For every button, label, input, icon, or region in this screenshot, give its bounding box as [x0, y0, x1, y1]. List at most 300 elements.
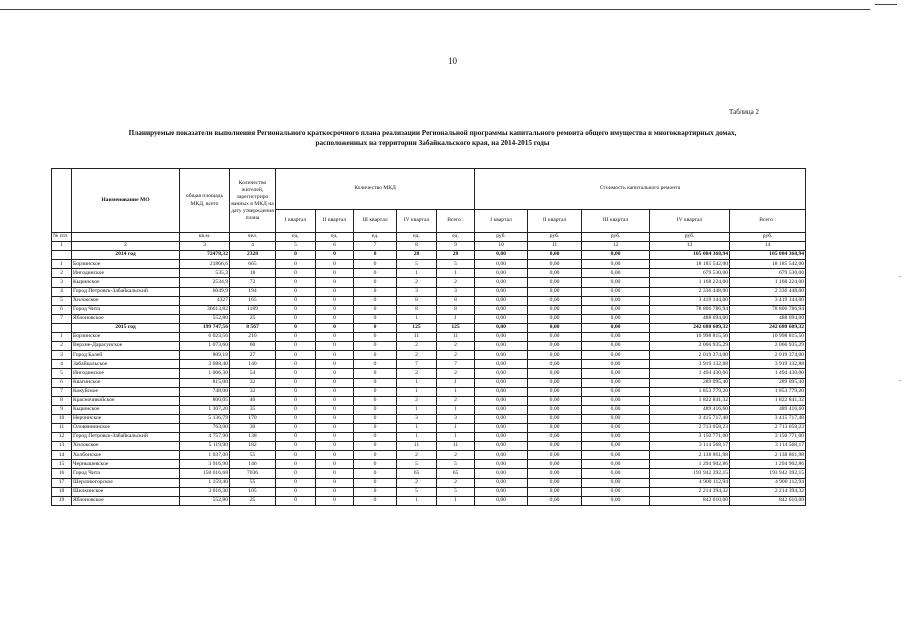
table-cell: 165 — [230, 296, 276, 305]
table-cell: 0,00 — [475, 351, 528, 360]
table-cell: 0,00 — [582, 414, 650, 423]
table-cell: 0,00 — [475, 269, 528, 278]
table-cell: Забайкальское — [72, 360, 180, 369]
table-cell: 0,00 — [582, 469, 650, 478]
table-cell: 815,00 — [180, 378, 230, 387]
header-cost-q1: I квартал — [475, 210, 528, 233]
table-cell: 2 — [437, 278, 475, 287]
table-cell: 0 — [316, 278, 354, 287]
table-cell: 0 — [316, 414, 354, 423]
group-summary-cell: 0 — [316, 323, 354, 332]
table-cell: 19 — [52, 496, 72, 505]
group-summary-row — [52, 323, 806, 332]
table-cell: 0,00 — [528, 305, 582, 314]
table-cell: 2 — [437, 351, 475, 360]
table-cell: 0 — [354, 460, 397, 469]
table-cell: 2 713 058,23 — [730, 423, 806, 432]
table-cell: 0 — [316, 369, 354, 378]
header-total: Всего : — [437, 210, 475, 233]
table-cell: 0 — [316, 260, 354, 269]
table-cell: 2 — [437, 478, 475, 487]
table-cell: 0 — [276, 287, 316, 296]
table-cell: 7 — [397, 360, 437, 369]
table-cell: 0,00 — [475, 369, 528, 378]
table-cell: 0,00 — [582, 296, 650, 305]
group-num-cell — [52, 323, 72, 332]
table-cell: Город Чита — [72, 305, 180, 314]
table-cell: 10 998 815,50 — [650, 333, 730, 342]
table-cell: 6 023,56 — [180, 333, 230, 342]
table-cell: 0 — [354, 451, 397, 460]
table-cell: 0,00 — [475, 423, 528, 432]
table-cell: 11 — [397, 442, 437, 451]
column-number: 6 — [316, 242, 354, 251]
table-cell: 0,00 — [475, 387, 528, 396]
column-number: 4 — [230, 242, 276, 251]
table-cell: 0 — [276, 269, 316, 278]
table-cell: 0,00 — [475, 451, 528, 460]
group-summary-cell: 105 084 368,94 — [650, 251, 730, 260]
table-cell: 0 — [354, 296, 397, 305]
table-cell: 0,00 — [528, 478, 582, 487]
table-cell: 0 — [354, 387, 397, 396]
table-cell: 0 — [316, 296, 354, 305]
table-cell: 0,00 — [475, 487, 528, 496]
table-cell: 0 — [316, 496, 354, 505]
table-cell: 0,00 — [582, 333, 650, 342]
table-cell: 4 757,90 — [180, 433, 230, 442]
unit-rub: руб. — [475, 233, 528, 242]
unit-rub: руб. — [528, 233, 582, 242]
table-cell: 0,00 — [528, 314, 582, 323]
table-row — [52, 360, 806, 369]
table-cell: 0 — [316, 387, 354, 396]
header-num — [52, 169, 72, 233]
table-cell: 65 — [437, 469, 475, 478]
table-cell: 21866,6 — [180, 260, 230, 269]
table-cell: 0 — [276, 360, 316, 369]
table-cell: 0,00 — [475, 296, 528, 305]
table-cell: 8 — [437, 305, 475, 314]
table-cell: 0,00 — [528, 351, 582, 360]
table-cell: 0 — [354, 496, 397, 505]
table-cell: 2 — [437, 369, 475, 378]
table-cell: 3 150 771,00 — [730, 433, 806, 442]
table-cell: 1 853 779,20 — [650, 387, 730, 396]
table-cell: 552,80 — [180, 314, 230, 323]
table-label: Таблица 2 — [729, 108, 759, 116]
header-cost-total: Всего : — [730, 210, 806, 233]
table-cell: 2 214 394,32 — [730, 487, 806, 496]
table-cell: 3 088,40 — [180, 360, 230, 369]
table-cell: 0 — [354, 423, 397, 432]
table-cell: 0,00 — [475, 442, 528, 451]
table-cell: Холбонское — [72, 451, 180, 460]
table-cell: 30 — [230, 423, 276, 432]
table-cell: 2 066 935,29 — [650, 342, 730, 351]
table-cell: Чернышевское — [72, 460, 180, 469]
table-cell: 289 095,40 — [650, 378, 730, 387]
table-cell: 3 016,30 — [180, 487, 230, 496]
table-cell: 0,00 — [528, 451, 582, 460]
table-cell: 1 — [437, 405, 475, 414]
table-cell: 0 — [354, 369, 397, 378]
table-cell: Город Петровск-Забайкальский — [72, 433, 180, 442]
table-cell: 0,00 — [528, 369, 582, 378]
table-cell: 1 — [52, 333, 72, 342]
group-summary-cell: 0,00 — [582, 323, 650, 332]
table-cell: 0,00 — [582, 396, 650, 405]
table-cell: 2 713 058,23 — [650, 423, 730, 432]
table-cell: 0,00 — [528, 260, 582, 269]
table-cell: 72 — [230, 278, 276, 287]
table-cell: 1 — [397, 405, 437, 414]
table-cell: 158 616,68 — [180, 469, 230, 478]
group-summary-cell: 28 — [437, 251, 475, 260]
table-cell: 0,00 — [475, 378, 528, 387]
table-cell: 0 — [354, 442, 397, 451]
table-cell: 5 136,79 — [180, 414, 230, 423]
title-line-1: Планируемые показатели выполнения Регионального краткосрочного плана реализации Региональной программы капитального ремонта общего имущества в многоквартирных домах, — [128, 129, 737, 137]
table-cell: 8 — [52, 396, 72, 405]
table-cell: 5 119,90 — [180, 442, 230, 451]
table-cell: 2 — [397, 351, 437, 360]
table-cell: 12 — [52, 433, 72, 442]
table-cell: 552,80 — [180, 496, 230, 505]
table-cell: 194 — [230, 287, 276, 296]
table-cell: 0,00 — [475, 414, 528, 423]
table-cell: 0,00 — [528, 496, 582, 505]
table-cell: 0 — [354, 378, 397, 387]
table-row — [52, 496, 806, 505]
table-cell: 3 919 132,88 — [730, 360, 806, 369]
table-cell: 0,00 — [582, 342, 650, 351]
table-cell: 3 415 717,48 — [730, 414, 806, 423]
table-cell: 1 853 779,20 — [730, 387, 806, 396]
table-cell: 1 — [397, 387, 437, 396]
table-cell: 0 — [316, 351, 354, 360]
table-cell: 0 — [354, 360, 397, 369]
table-cell: 0 — [276, 478, 316, 487]
group-summary-cell: 8 567 — [230, 323, 276, 332]
table-cell: 0,00 — [528, 360, 582, 369]
table-cell: 0,00 — [528, 333, 582, 342]
table-cell: 5 — [437, 460, 475, 469]
table-row — [52, 305, 806, 314]
table-cell: 36613,82 — [180, 305, 230, 314]
table-cell: 665 — [230, 260, 276, 269]
table-cell: 489 416,60 — [650, 405, 730, 414]
table-cell: 0 — [316, 378, 354, 387]
table-cell: 2534,9 — [180, 278, 230, 287]
table-cell: 10 998 815,50 — [730, 333, 806, 342]
table-cell: 763,00 — [180, 423, 230, 432]
table-cell: 78 806 786,94 — [730, 305, 806, 314]
top-rule-right — [875, 4, 897, 5]
table-cell: 3 — [52, 278, 72, 287]
group-summary-cell: 105 084 368,94 — [730, 251, 806, 260]
table-cell: 3 916,90 — [180, 460, 230, 469]
group-summary-cell: 0,00 — [582, 251, 650, 260]
table-cell: 289 095,40 — [730, 378, 806, 387]
table-cell: 0,00 — [475, 287, 528, 296]
group-summary-cell: 0,00 — [475, 323, 528, 332]
table-cell: 0 — [276, 378, 316, 387]
table-cell: 2 138 861,98 — [730, 451, 806, 460]
table-cell: 0 — [354, 342, 397, 351]
group-summary-cell: 2328 — [230, 251, 276, 260]
table-cell: 0 — [276, 433, 316, 442]
column-number: 13 — [650, 242, 730, 251]
table-cell: 0,00 — [582, 360, 650, 369]
table-cell: 489 416,60 — [730, 405, 806, 414]
table-cell: 1 294 902,86 — [650, 460, 730, 469]
group-label: 2014 год — [72, 251, 180, 260]
table-cell: 7036 — [230, 469, 276, 478]
table-row — [52, 451, 806, 460]
table-cell: 0 — [316, 460, 354, 469]
table-cell: 27 — [230, 351, 276, 360]
table-cell: 3 — [397, 287, 437, 296]
table-cell: 3 — [437, 414, 475, 423]
group-summary-cell: 0 — [276, 251, 316, 260]
table-cell: 54 — [230, 369, 276, 378]
table-cell: 0,00 — [582, 496, 650, 505]
table-cell: 0 — [316, 396, 354, 405]
table-row — [52, 423, 806, 432]
table-cell: 2 138 861,98 — [650, 451, 730, 460]
table-cell: 0,00 — [582, 269, 650, 278]
table-cell: 3 150 771,00 — [650, 433, 730, 442]
group-summary-cell: 0,00 — [528, 323, 582, 332]
table-cell: 0 — [276, 451, 316, 460]
table-cell: 40 — [230, 396, 276, 405]
group-summary-cell: 0 — [276, 323, 316, 332]
column-number: 1 — [52, 242, 72, 251]
table-cell: 1 — [437, 433, 475, 442]
table-cell: 0,00 — [475, 396, 528, 405]
table-cell: 0 — [316, 423, 354, 432]
table-cell: 0,00 — [528, 433, 582, 442]
table-cell: 0,00 — [475, 469, 528, 478]
table-cell: 1 — [397, 433, 437, 442]
table-cell: 4 900 112,94 — [730, 478, 806, 487]
table-cell: 0,00 — [582, 287, 650, 296]
table-cell: 7 — [52, 314, 72, 323]
table-cell: Красночикойское — [72, 396, 180, 405]
table-cell: 0 — [276, 369, 316, 378]
group-summary-cell: 28 — [397, 251, 437, 260]
table-cell: 0 — [276, 396, 316, 405]
table-cell: 18 — [52, 487, 72, 496]
table-cell: 0 — [354, 405, 397, 414]
table-cell: 0,00 — [528, 405, 582, 414]
table-cell: 0,00 — [475, 478, 528, 487]
table-cell: 0 — [276, 442, 316, 451]
table-cell: 0,00 — [582, 351, 650, 360]
unit-people: чел. — [230, 233, 276, 242]
group-label: 2015 год — [72, 323, 180, 332]
header-cost: Стоимость капитального ремонта — [475, 169, 806, 210]
table-cell: 0,00 — [475, 405, 528, 414]
table-cell: 0,00 — [582, 423, 650, 432]
unit-count: ед. — [276, 233, 316, 242]
table-cell: 8 — [397, 305, 437, 314]
group-summary-cell: 0,00 — [528, 251, 582, 260]
table-cell: Хилокское — [72, 442, 180, 451]
column-number: 2 — [72, 242, 180, 251]
table-cell: 0 — [316, 342, 354, 351]
table-cell: 0,00 — [582, 478, 650, 487]
table-cell: 170 — [230, 414, 276, 423]
table-cell: 18 — [230, 269, 276, 278]
table-cell: 4327 — [180, 296, 230, 305]
table-cell: 0 — [276, 296, 316, 305]
table-row — [52, 387, 806, 396]
table-cell: 1 — [437, 378, 475, 387]
table-cell: 210 — [230, 333, 276, 342]
table-cell: 0 — [316, 305, 354, 314]
table-cell: 18 185 542,00 — [650, 260, 730, 269]
table-cell: 193 942 392,15 — [650, 469, 730, 478]
table-cell: 0,00 — [475, 360, 528, 369]
document-title — [60, 128, 805, 148]
table-row — [52, 460, 806, 469]
table-cell: Город Балей — [72, 351, 180, 360]
table-cell: 7 — [52, 387, 72, 396]
table-cell: 679 530,00 — [730, 269, 806, 278]
margin-mark: ‐ — [898, 272, 901, 281]
table-cell: 0 — [316, 433, 354, 442]
table-cell: 0 — [276, 414, 316, 423]
header-q2: II квартал — [316, 210, 354, 233]
table-cell: 0,00 — [582, 460, 650, 469]
table-cell: 1 822 841,32 — [650, 396, 730, 405]
table-row — [52, 433, 806, 442]
table-cell: 0 — [316, 487, 354, 496]
column-number: 12 — [582, 242, 650, 251]
table-cell: 0,00 — [528, 423, 582, 432]
unit-count: ед. — [316, 233, 354, 242]
table-cell: 2 — [397, 478, 437, 487]
table-cell: 0 — [316, 405, 354, 414]
table-cell: 0,00 — [528, 378, 582, 387]
table-cell: 748,00 — [180, 387, 230, 396]
table-cell: Оловяннинское — [72, 423, 180, 432]
table-cell: 1 037,00 — [180, 451, 230, 460]
table-cell: 140 — [230, 360, 276, 369]
table-cell: 2 — [397, 369, 437, 378]
table-cell: 0,00 — [475, 333, 528, 342]
table-cell: 1 168 224,00 — [730, 278, 806, 287]
table-cell: 0,00 — [528, 414, 582, 423]
table-cell: 0,00 — [475, 342, 528, 351]
table-row — [52, 442, 806, 451]
table-cell: 1 — [437, 269, 475, 278]
column-number: 9 — [437, 242, 475, 251]
table-cell: 5 — [52, 296, 72, 305]
table-cell: 1189 — [230, 305, 276, 314]
table-cell: 2 — [437, 342, 475, 351]
table-cell: 1 — [397, 496, 437, 505]
table-cell: 11 — [437, 442, 475, 451]
table-cell: 679 530,00 — [650, 269, 730, 278]
table-cell: 2 019 374,00 — [650, 351, 730, 360]
table-cell: 2 — [52, 342, 72, 351]
table-cell: 0 — [276, 351, 316, 360]
header-cost-q4: IV квартал — [650, 210, 730, 233]
table-row — [52, 342, 806, 351]
table-cell: 2 214 394,32 — [650, 487, 730, 496]
table-cell: 55 — [230, 451, 276, 460]
table-cell: 0,00 — [528, 460, 582, 469]
table-cell: 0,00 — [582, 442, 650, 451]
table-cell: 0 — [354, 333, 397, 342]
table-cell: 25 — [230, 496, 276, 505]
table-cell: 0 — [354, 260, 397, 269]
column-number: 14 — [730, 242, 806, 251]
table-cell: 2 — [437, 451, 475, 460]
table-cell: 0,00 — [475, 305, 528, 314]
unit-rub: руб. — [730, 233, 806, 242]
top-rule — [0, 9, 870, 10]
group-summary-cell: 0 — [354, 251, 397, 260]
table-cell: 2 — [437, 396, 475, 405]
table-cell: 0 — [276, 387, 316, 396]
group-summary-cell: 72478,32 — [180, 251, 230, 260]
table-cell: 1 — [397, 423, 437, 432]
table-row — [52, 287, 806, 296]
table-cell: 488 694,00 — [650, 314, 730, 323]
table-cell: 32 — [230, 387, 276, 396]
group-summary-row — [52, 251, 806, 260]
header-cost-q3: III квартал — [582, 210, 650, 233]
table-cell: 60 — [230, 342, 276, 351]
table-cell: 2 019 374,00 — [730, 351, 806, 360]
table-cell: 2 — [397, 342, 437, 351]
table-row — [52, 296, 806, 305]
table-cell: 1 — [52, 260, 72, 269]
unit-rub: руб. — [650, 233, 730, 242]
table-cell: 0,00 — [582, 387, 650, 396]
table-cell: 1 — [437, 423, 475, 432]
table-cell: Ингодинское — [72, 369, 180, 378]
table-cell: 193 942 392,15 — [730, 469, 806, 478]
table-cell: 7 — [437, 360, 475, 369]
table-cell: 0 — [354, 396, 397, 405]
table-cell: 0,00 — [475, 433, 528, 442]
table-row — [52, 478, 806, 487]
table-cell: 0 — [276, 487, 316, 496]
table-cell: 0 — [316, 478, 354, 487]
unit-count: ед. — [354, 233, 397, 242]
table-row — [52, 396, 806, 405]
table-cell: 138 — [230, 433, 276, 442]
table-cell: 10 — [52, 414, 72, 423]
table-row — [52, 369, 806, 378]
units-name — [72, 233, 180, 242]
table-row — [52, 487, 806, 496]
table-cell: 0,00 — [528, 296, 582, 305]
table-cell: 0 — [276, 314, 316, 323]
header-residents: Количество жителей, зарегистриро ванных в МКД на дату утверждения плана — [230, 169, 276, 233]
table-cell: 0 — [316, 287, 354, 296]
header-q3: III квартал — [354, 210, 397, 233]
table-cell: 4 — [52, 360, 72, 369]
table-cell: 5 — [397, 487, 437, 496]
table-cell: 4 — [52, 287, 72, 296]
table-cell: 8 — [397, 296, 437, 305]
